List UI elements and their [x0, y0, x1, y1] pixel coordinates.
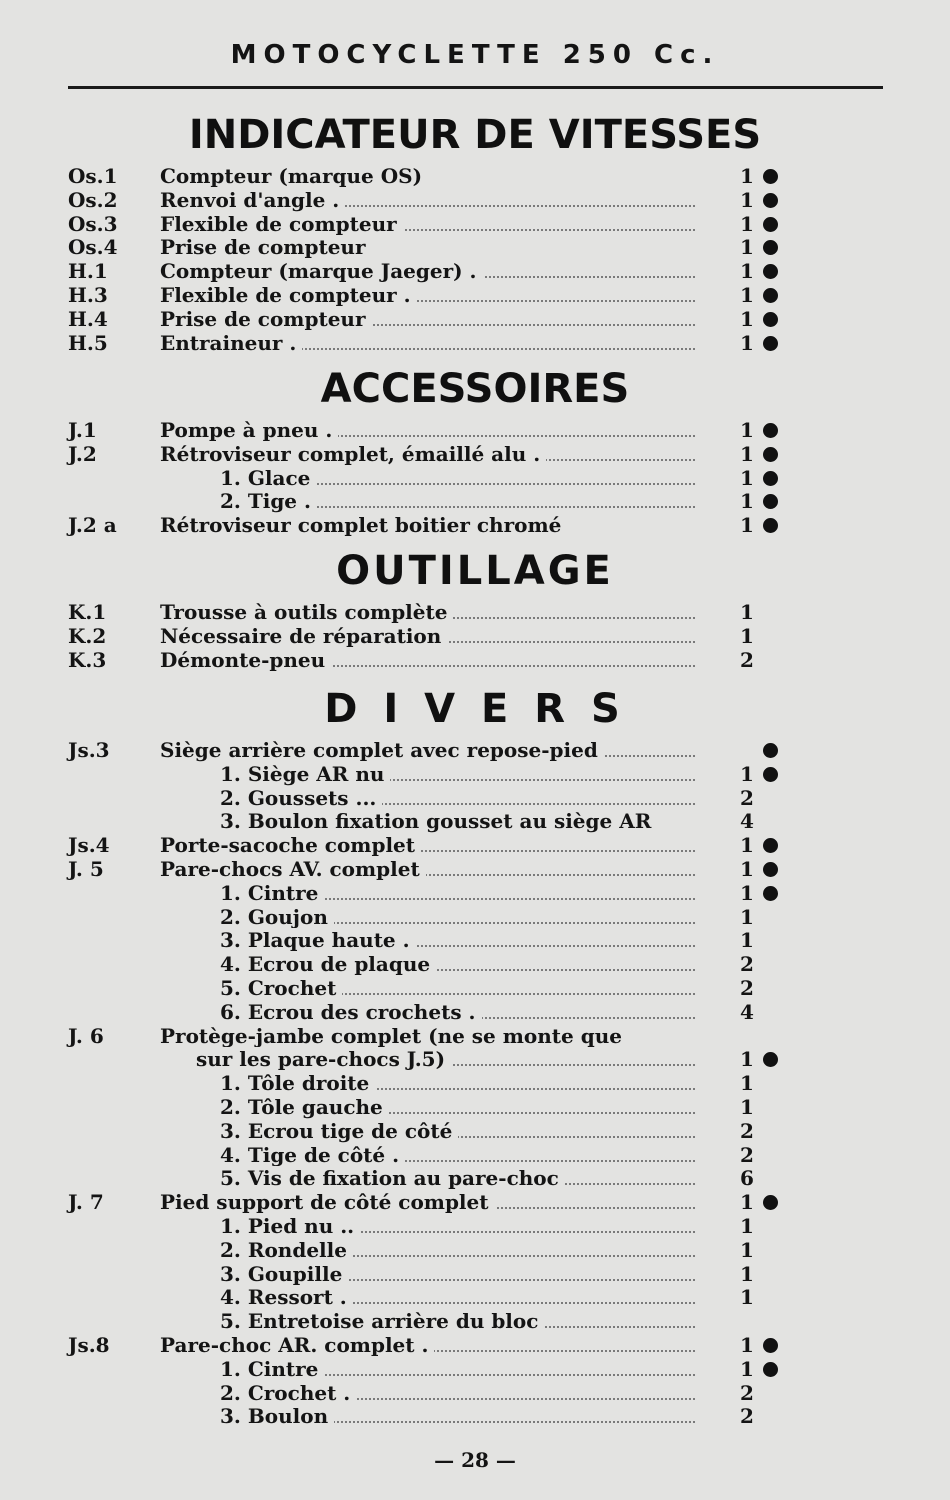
part-quantity: 1: [740, 306, 754, 331]
part-description: Démonte-pneu: [160, 648, 331, 672]
part-row: [0, 212, 950, 236]
page-number: — 28 —: [434, 1448, 516, 1472]
bullet-dot-icon: [763, 447, 778, 462]
part-quantity: 4: [740, 809, 754, 834]
part-row: [0, 786, 950, 810]
bullet-dot-icon: [763, 767, 778, 782]
bullet-dot-icon: [763, 1362, 778, 1377]
part-quantity: 1: [740, 833, 754, 858]
part-code: K.1: [68, 600, 107, 624]
part-row: [0, 235, 950, 259]
part-row: [0, 1143, 950, 1167]
part-quantity: 1: [740, 761, 754, 786]
part-quantity: 1: [740, 928, 754, 953]
part-code: Js.3: [68, 738, 110, 762]
part-quantity: 2: [740, 952, 754, 977]
part-row: [0, 928, 950, 952]
part-description: Entraineur .: [160, 331, 302, 355]
part-row: [0, 1000, 950, 1024]
part-row: [0, 833, 950, 857]
bullet-dot-icon: [763, 743, 778, 758]
part-description: Compteur (marque Jaeger) .: [160, 259, 483, 283]
part-row: [0, 1214, 950, 1238]
part-quantity: 2: [740, 1142, 754, 1167]
part-description: 4. Ressort .: [220, 1285, 353, 1309]
bullet-dot-icon: [763, 423, 778, 438]
part-description: 4. Ecrou de plaque: [220, 952, 436, 976]
part-quantity: 2: [740, 976, 754, 1000]
part-description: Porte-sacoche complet: [160, 833, 421, 857]
part-row: [0, 513, 950, 537]
bullet-dot-icon: [763, 264, 778, 279]
part-quantity: 1: [740, 187, 754, 212]
part-quantity: 1: [740, 1237, 754, 1262]
part-code: J.2 a: [68, 513, 117, 538]
part-quantity: 2: [740, 1118, 754, 1143]
part-description: 3. Plaque haute .: [220, 928, 416, 952]
part-code: H.5: [68, 330, 108, 355]
part-quantity: 1: [740, 418, 754, 442]
part-code: J. 7: [68, 1190, 104, 1215]
part-description: Siège arrière complet avec repose-pied: [160, 738, 604, 762]
bullet-dot-icon: [763, 494, 778, 509]
bullet-dot-icon: [763, 217, 778, 232]
part-row: [0, 762, 950, 786]
part-row: [0, 1262, 950, 1286]
bullet-dot-icon: [763, 471, 778, 486]
bullet-dot-icon: [763, 336, 778, 351]
part-row: [0, 1071, 950, 1095]
part-description: sur les pare-chocs J.5): [196, 1047, 451, 1071]
part-description: 1. Cintre: [220, 1357, 324, 1381]
bullet-dot-icon: [763, 518, 778, 533]
part-description: 3. Boulon: [220, 1404, 334, 1428]
part-description: 2. Tige .: [220, 489, 317, 513]
bullet-dot-icon: [763, 312, 778, 327]
section-title: ACCESSOIRES: [320, 366, 630, 412]
part-quantity: 1: [740, 164, 754, 188]
part-row: [0, 1024, 950, 1048]
part-row: [0, 952, 950, 976]
part-quantity: 2: [740, 1380, 754, 1405]
part-row: [0, 624, 950, 648]
part-description: 4. Tige de côté .: [220, 1143, 405, 1167]
part-row: [0, 1047, 950, 1071]
part-quantity: 1: [740, 904, 754, 929]
part-row: [0, 1404, 950, 1428]
part-row: [0, 331, 950, 355]
part-row: [0, 905, 950, 929]
part-description: 1. Siège AR nu: [220, 762, 390, 786]
part-description: 5. Entretoise arrière du bloc: [220, 1309, 544, 1333]
part-quantity: 1: [740, 1071, 754, 1096]
part-row: [0, 1166, 950, 1190]
part-description: Flexible de compteur: [160, 212, 403, 236]
part-quantity: 1: [740, 1333, 754, 1357]
part-description: Pied support de côté complet: [160, 1190, 495, 1214]
part-description: 2. Goussets ...: [220, 786, 382, 810]
part-quantity: 2: [740, 1404, 754, 1429]
part-row: [0, 809, 950, 833]
part-quantity: 1: [740, 1261, 754, 1286]
part-row: [0, 418, 950, 442]
part-description: 3. Ecrou tige de côté: [220, 1119, 458, 1143]
part-code: K.2: [68, 623, 107, 648]
part-row: [0, 1357, 950, 1381]
part-code: Js.8: [68, 1333, 110, 1357]
part-description: 6. Ecrou des crochets .: [220, 1000, 482, 1024]
bullet-dot-icon: [763, 862, 778, 877]
part-code: K.3: [68, 647, 107, 672]
part-quantity: 1: [740, 623, 754, 648]
part-description: Trousse à outils complète: [160, 600, 453, 624]
part-code: H.3: [68, 283, 108, 307]
part-quantity: 2: [740, 785, 754, 810]
part-row: [0, 1095, 950, 1119]
bullet-dot-icon: [763, 288, 778, 303]
part-code: Js.4: [68, 833, 110, 858]
part-description: 1. Cintre: [220, 881, 324, 905]
part-row: [0, 1285, 950, 1309]
bullet-dot-icon: [763, 1338, 778, 1353]
part-description: Compteur (marque OS): [160, 164, 428, 188]
part-quantity: 1: [740, 1095, 754, 1119]
part-row: [0, 1309, 950, 1333]
part-description: 5. Vis de fixation au pare-choc: [220, 1166, 565, 1190]
part-description: 2. Tôle gauche: [220, 1095, 389, 1119]
bullet-dot-icon: [763, 838, 778, 853]
part-row: [0, 881, 950, 905]
part-description: 5. Crochet: [220, 976, 342, 1000]
part-description: 2. Crochet .: [220, 1381, 356, 1405]
part-description: Nécessaire de réparation: [160, 624, 447, 648]
bullet-dot-icon: [763, 169, 778, 184]
part-row: [0, 466, 950, 490]
part-description: 2. Rondelle: [220, 1238, 353, 1262]
part-description: 3. Goupille: [220, 1262, 348, 1286]
part-quantity: 1: [740, 1047, 754, 1072]
part-description: Pare-choc AR. complet .: [160, 1333, 434, 1357]
part-code: Os.1: [68, 164, 118, 188]
part-description: Flexible de compteur .: [160, 283, 417, 307]
bullet-dot-icon: [763, 193, 778, 208]
part-description: 2. Goujon: [220, 905, 334, 929]
part-quantity: 1: [740, 513, 754, 538]
part-quantity: 1: [740, 441, 754, 466]
part-row: [0, 857, 950, 881]
part-code: J. 5: [68, 857, 104, 881]
part-row: [0, 1190, 950, 1214]
part-quantity: 1: [740, 857, 754, 881]
bullet-dot-icon: [763, 1052, 778, 1067]
part-quantity: 1: [740, 235, 754, 260]
part-row: [0, 1381, 950, 1405]
part-code: J. 6: [68, 1023, 104, 1048]
part-row: [0, 188, 950, 212]
part-description: 1. Glace: [220, 466, 316, 490]
section-title: OUTILLAGE: [336, 548, 614, 594]
part-description: Protège-jambe complet (ne se monte que: [160, 1024, 628, 1048]
part-quantity: 1: [740, 259, 754, 284]
part-quantity: 1: [740, 1285, 754, 1310]
part-description: Renvoi d'angle .: [160, 188, 345, 212]
part-row: [0, 1238, 950, 1262]
part-description: 1. Pied nu ..: [220, 1214, 360, 1238]
section-title: INDICATEUR DE VITESSES: [188, 112, 762, 158]
part-description: Prise de compteur: [160, 235, 372, 259]
part-quantity: 6: [740, 1166, 754, 1191]
part-row: [0, 1333, 950, 1357]
part-row: [0, 648, 950, 672]
part-description: 3. Boulon fixation gousset au siège AR: [220, 809, 657, 833]
part-code: J.2: [68, 441, 97, 466]
part-quantity: 1: [740, 1214, 754, 1238]
part-quantity: 1: [740, 600, 754, 624]
part-row: [0, 976, 950, 1000]
part-quantity: 1: [740, 465, 754, 490]
part-quantity: 1: [740, 1356, 754, 1381]
part-quantity: 1: [740, 211, 754, 236]
section-title: D I V E R S: [324, 686, 626, 732]
part-quantity: 1: [740, 489, 754, 514]
part-row: [0, 259, 950, 283]
bullet-dot-icon: [763, 886, 778, 901]
part-code: J.1: [68, 418, 97, 442]
part-row: [0, 283, 950, 307]
part-code: Os.2: [68, 187, 118, 212]
part-quantity: 2: [740, 647, 754, 672]
part-description: Pare-chocs AV. complet: [160, 857, 426, 881]
part-description: Prise de compteur: [160, 307, 372, 331]
header-rule: [68, 86, 883, 89]
page-header: MOTOCYCLETTE 250 Cc.: [230, 40, 720, 70]
part-row: [0, 442, 950, 466]
part-code: Os.3: [68, 211, 118, 236]
part-description: Pompe à pneu .: [160, 418, 338, 442]
part-description: Rétroviseur complet, émaillé alu .: [160, 442, 546, 466]
bullet-dot-icon: [763, 240, 778, 255]
part-row: [0, 307, 950, 331]
bullet-dot-icon: [763, 1195, 778, 1210]
part-row: [0, 738, 950, 762]
part-quantity: 1: [740, 283, 754, 307]
part-code: H.4: [68, 306, 108, 331]
part-code: Os.4: [68, 235, 118, 260]
part-quantity: 1: [740, 330, 754, 355]
part-row: [0, 1119, 950, 1143]
part-description: 1. Tôle droite: [220, 1071, 375, 1095]
part-description: Rétroviseur complet boitier chromé: [160, 513, 567, 537]
part-row: [0, 600, 950, 624]
part-quantity: 1: [740, 1190, 754, 1215]
part-quantity: 4: [740, 999, 754, 1024]
part-quantity: 1: [740, 880, 754, 905]
part-row: [0, 489, 950, 513]
part-row: [0, 164, 950, 188]
part-code: H.1: [68, 259, 108, 284]
